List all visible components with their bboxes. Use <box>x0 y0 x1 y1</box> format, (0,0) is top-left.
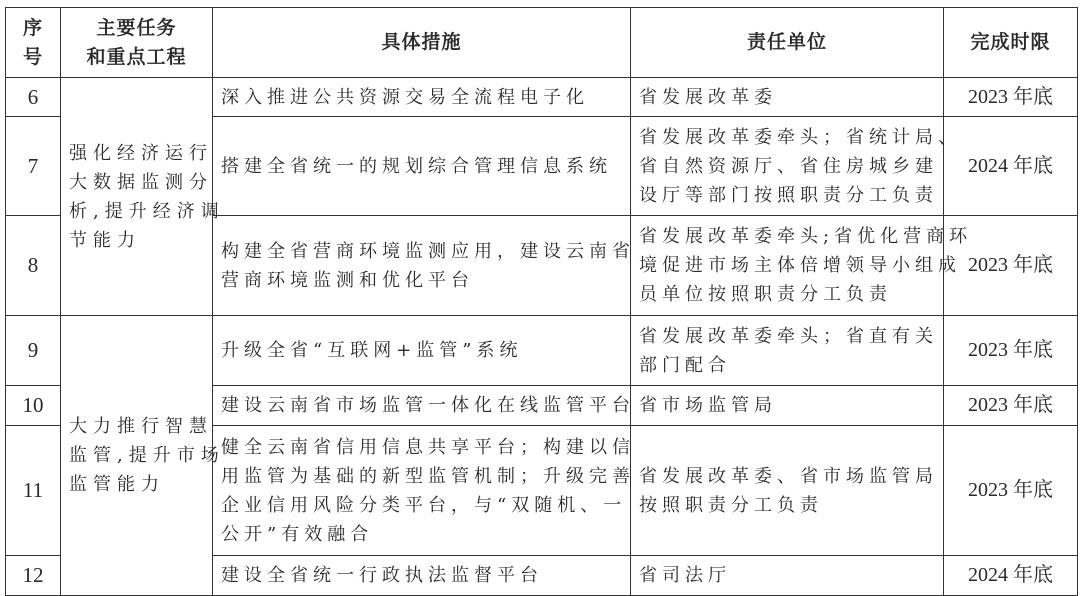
responsible-unit <box>631 426 944 556</box>
deadline: 2024 年底 <box>944 117 1078 216</box>
row-number: 10 <box>6 386 61 426</box>
cell-line: 强化经济运行 <box>69 142 213 164</box>
main-task <box>61 78 225 316</box>
cell-line: 构建全省营商环境监测应用，建设云南省 <box>221 240 635 262</box>
header-task-line: 主要任务 <box>96 16 177 39</box>
table-row <box>6 78 1078 117</box>
row-number: 7 <box>6 117 61 216</box>
main-task <box>61 316 225 596</box>
responsible-unit <box>631 216 973 316</box>
cell-line: 境促进市场主体倍增领导小组成 <box>639 255 961 276</box>
cell-line: 省司法厅 <box>639 565 731 586</box>
responsible-unit <box>631 556 944 596</box>
responsible-unit <box>631 78 944 117</box>
responsible-unit <box>631 386 944 426</box>
responsible-unit <box>631 117 961 216</box>
measure <box>213 216 635 316</box>
cell-line: 省发展改革委、省市场监管局 <box>639 465 938 487</box>
cell-line: 建设全省统一行政执法监督平台 <box>221 565 543 586</box>
cell-line: 省发展改革委牵头；省统计局、 <box>639 126 961 148</box>
responsible-unit <box>631 316 944 386</box>
cell-line: 建设云南省市场监管一体化在线监管平台 <box>221 395 635 416</box>
deadline: 2023 年底 <box>944 386 1078 426</box>
row-number: 8 <box>6 216 61 316</box>
header-task-line: 和重点工程 <box>86 45 187 68</box>
row-number: 11 <box>6 426 61 556</box>
header-unit: 责任单位 <box>631 8 944 78</box>
cell-line: 大数据监测分 <box>69 171 213 193</box>
cell-line: 营商环境监测和优化平台 <box>221 269 474 291</box>
cell-line: 员单位按照职责分工负责 <box>639 284 892 305</box>
measure <box>213 426 635 556</box>
cell-line: 节能力 <box>69 229 141 251</box>
measure <box>213 316 631 386</box>
row-number: 12 <box>6 556 61 596</box>
measure <box>213 386 635 426</box>
measure <box>213 556 631 596</box>
deadline: 2023 年底 <box>944 426 1078 556</box>
deadline: 2023 年底 <box>944 78 1078 117</box>
cell-line: 升级全省“互联网+监管”系统 <box>221 340 523 361</box>
header-row <box>6 8 1078 78</box>
task-table <box>5 7 1078 596</box>
cell-line: 深入推进公共资源交易全流程电子化 <box>221 86 589 108</box>
measure <box>213 78 631 117</box>
cell-line: 监管能力 <box>69 474 165 495</box>
cell-line: 省发展改革委牵头；省直有关 <box>639 325 938 347</box>
cell-line: 析,提升经济调 <box>69 200 225 222</box>
deadline: 2023 年底 <box>944 216 1078 316</box>
cell-line: 省市场监管局 <box>639 395 777 416</box>
cell-line: 搭建全省统一的规划综合管理信息系统 <box>221 155 612 177</box>
header-no: 序号 <box>6 8 61 78</box>
cell-line: 设厅等部门按照职责分工负责 <box>639 184 938 206</box>
header-task <box>61 8 213 78</box>
row-number: 9 <box>6 316 61 386</box>
cell-line: 公开”有效融合 <box>221 523 374 545</box>
table-row <box>6 316 1078 386</box>
measure <box>213 117 631 216</box>
cell-line: 企业信用风险分类平台，与“双随机、一 <box>221 494 627 516</box>
cell-line: 健全云南省信用信息共享平台；构建以信 <box>221 436 635 458</box>
cell-line: 部门配合 <box>639 354 731 376</box>
cell-line: 按照职责分工负责 <box>639 494 823 516</box>
cell-line: 大力推行智慧 <box>69 416 213 437</box>
cell-line: 监管,提升市场 <box>69 445 225 466</box>
cell-line: 用监管为基础的新型监管机制；升级完善 <box>221 465 635 487</box>
header-deadline: 完成时限 <box>944 8 1078 78</box>
cell-line: 省自然资源厅、省住房城乡建 <box>639 155 938 177</box>
deadline: 2024 年底 <box>944 556 1078 596</box>
row-number: 6 <box>6 78 61 117</box>
cell-line: 省发展改革委 <box>639 86 777 108</box>
deadline: 2023 年底 <box>944 316 1078 386</box>
header-measure: 具体措施 <box>213 8 631 78</box>
cell-line: 省发展改革委牵头;省优化营商环 <box>639 226 973 247</box>
